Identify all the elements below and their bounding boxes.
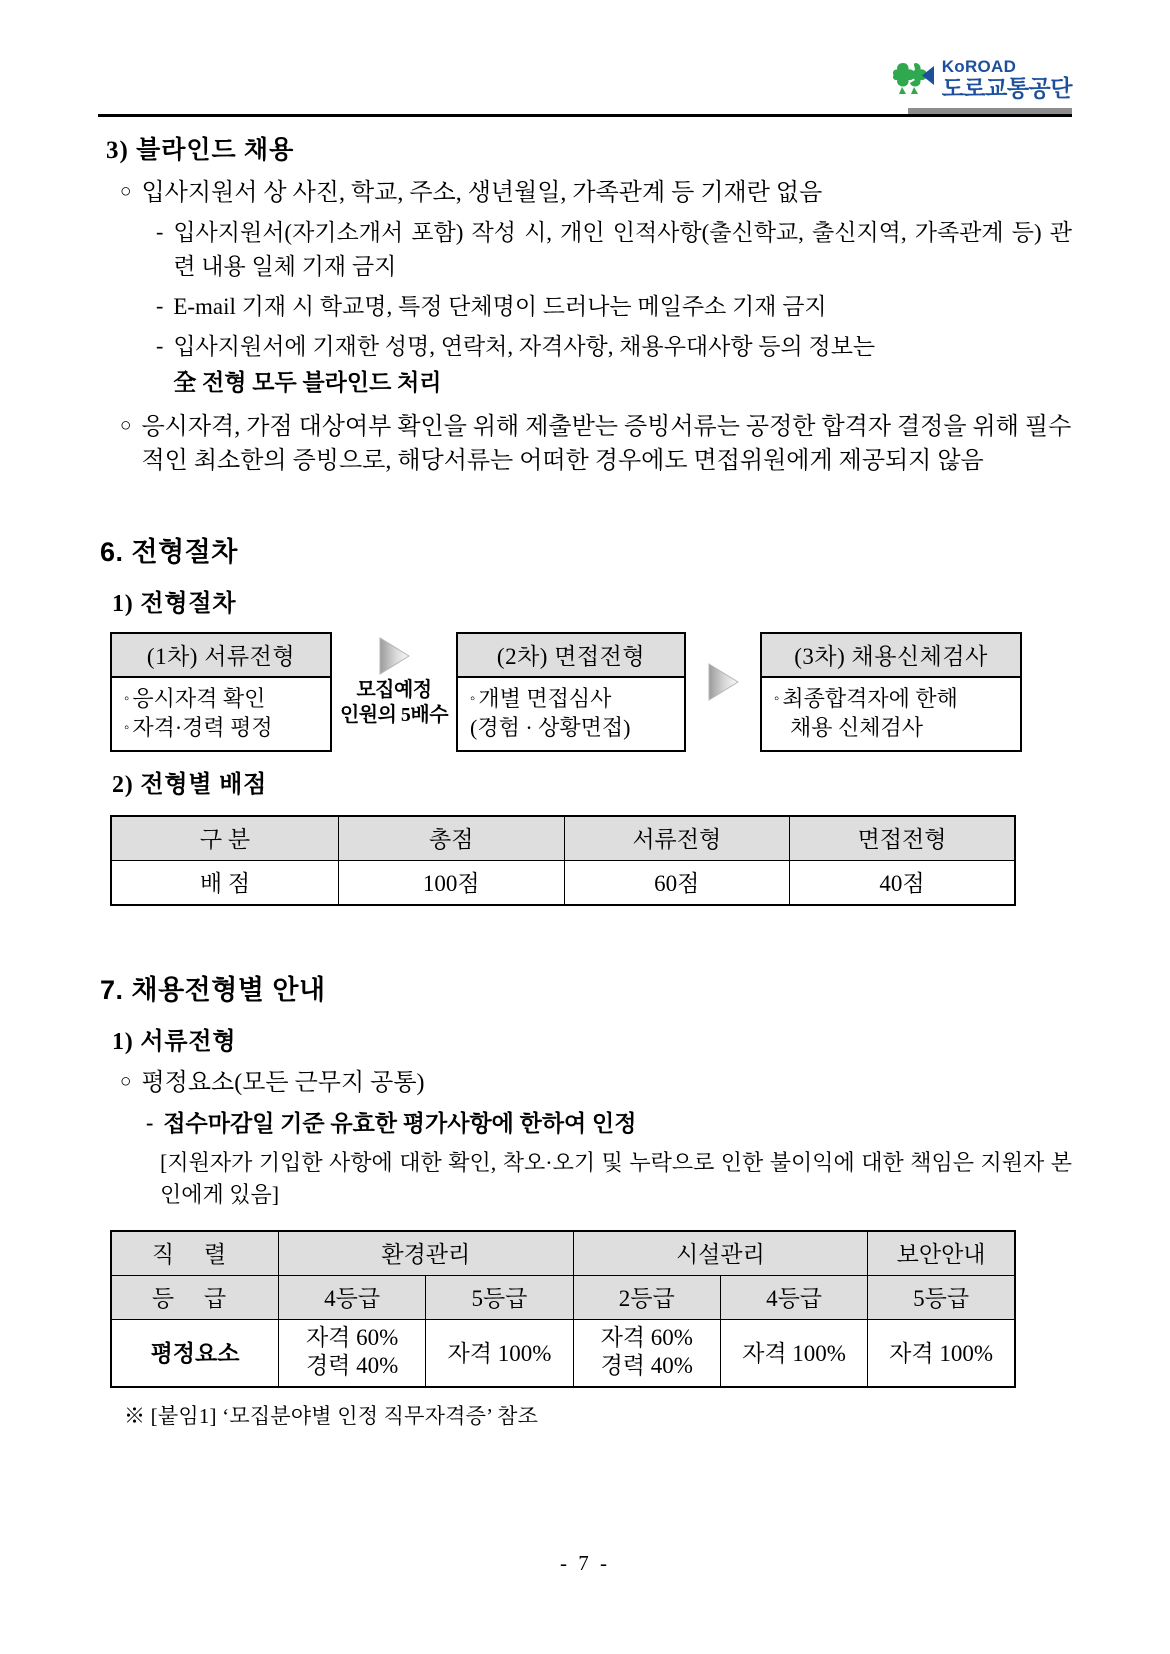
flow-step-3-line-2 (774, 713, 1008, 742)
clover-logo-icon (893, 60, 935, 98)
evaluation-table-job-0: 환경관리 (279, 1231, 574, 1276)
selection-process-flow (110, 632, 1072, 752)
flow-step-3-line-1 (774, 684, 1008, 713)
section-6-sub-1-heading: 1) 전형절차 (112, 591, 237, 618)
flow-step-1-line-2 (124, 713, 318, 742)
small-circle-icon: ◦ (124, 691, 130, 708)
small-circle-icon: ◦ (124, 720, 130, 737)
blind-sub-1-text: 입사지원서(자기소개서 포함) 작성 시, 개인 인적사항(출신학교, 출신지역, 가족관계 등) 관련 내용 일체 기재 금지 (173, 220, 1072, 280)
evaluation-table-criteria-0 (279, 1319, 426, 1387)
evaluation-table-criteria-0-line-1: 자격 60% (305, 1324, 399, 1350)
logo-text-ko: 도로교통공단 (941, 75, 1072, 101)
evaluation-table-criteria-2-line-2: 경력 40% (600, 1352, 693, 1378)
small-circle-icon: ◦ (470, 691, 476, 708)
flow-step-1-line-2-text: 자격·경력 평정 (132, 715, 273, 741)
circle-marker-icon: ○ (120, 1071, 132, 1093)
evaluation-table-job-2: 보안안내 (868, 1231, 1015, 1276)
blind-item-1 (120, 176, 1072, 210)
flow-step-2-line-2-text: (경험 · 상황면접) (470, 715, 631, 741)
flow-connector-2 (686, 632, 760, 752)
evaluation-table-criteria-2-line-1: 자격 60% (600, 1324, 693, 1350)
blind-sub-3-text (173, 330, 875, 400)
score-table-cell-0-2: 60점 (564, 861, 790, 906)
blind-sub-3-main: 입사지원서에 기재한 성명, 연락처, 자격사항, 채용우대사항 등의 정보는 (173, 334, 876, 360)
page-number: - 7 - (560, 1551, 610, 1575)
section-6-heading: 6. 전형절차 (100, 537, 238, 568)
evaluation-table-grade-0: 4등급 (279, 1275, 426, 1319)
score-table-header-1: 총점 (339, 816, 565, 861)
flow-step-2-line-1 (470, 684, 672, 713)
dash-marker-icon: - (156, 219, 164, 245)
blind-item-2-text: 응시자격, 가점 대상여부 확인을 위해 제출받는 증빙서류는 공정한 합격자 결정을 위해 필수적인 최소한의 증빙으로, 해당서류는 어떠한 경우에도 면접위원에게 제공되지 않음 (141, 414, 1072, 475)
evaluation-table-job-label: 직 렬 (111, 1231, 279, 1276)
evaluation-table-criteria-2 (573, 1319, 720, 1387)
flow-step-1-line-1-text: 응시자격 확인 (132, 686, 266, 712)
flow-step-1 (110, 632, 332, 752)
blind-sub-3 (156, 330, 1072, 400)
evaluation-table-criteria-3: 자격 100% (720, 1319, 867, 1387)
evaluation-table-grade-label: 등 급 (111, 1275, 279, 1319)
score-table-cell-0-3: 40점 (790, 861, 1016, 906)
blind-sub-1 (156, 216, 1072, 284)
evaluation-table-grade-1: 5등급 (426, 1275, 573, 1319)
flow-step-2-title: (2차) 면접전형 (458, 634, 684, 678)
evaluation-table-row-grade (111, 1275, 1015, 1319)
score-table-cell-0-1: 100점 (339, 861, 565, 906)
section-7-item-1 (120, 1066, 1072, 1100)
flow-step-3-line-1-text: 최종합격자에 한해 (782, 686, 958, 712)
section-7-item-1-text: 평정요소(모든 근무지 공통) (141, 1070, 425, 1097)
section-7-item-1-emphasis-text: 접수마감일 기준 유효한 평가사항에 한하여 인정 (163, 1110, 637, 1136)
evaluation-table-criteria-4: 자격 100% (868, 1319, 1015, 1387)
section-7-item-1-note (160, 1147, 1072, 1212)
section-6-sub-2-heading: 2) 전형별 배점 (112, 772, 268, 799)
score-table-row (111, 861, 1015, 906)
evaluation-table-criteria-1: 자격 100% (426, 1319, 573, 1387)
evaluation-table-row-criteria (111, 1319, 1015, 1387)
flow-step-3-body (762, 678, 1020, 750)
flow-step-2-line-1-text: 개별 면접심사 (478, 686, 612, 712)
evaluation-table-row-job (111, 1231, 1015, 1276)
section-7-sub-1-heading: 1) 서류전형 (112, 1029, 237, 1056)
dash-marker-icon: - (156, 333, 164, 359)
evaluation-table-criteria-label: 평정요소 (111, 1319, 279, 1387)
blind-sub-3-emphasis: 全 전형 모두 블라인드 처리 (173, 370, 442, 396)
flow-step-1-title: (1차) 서류전형 (112, 634, 330, 678)
flow-connector-1-label (340, 678, 448, 728)
section-7-item-1-note-text: [지원자가 기입한 사항에 대한 확인, 착오·오기 및 누락으로 인한 불이익에 대한 책임은 지원자 본인에게 있음] (160, 1149, 1072, 1208)
document-body (98, 124, 1072, 1430)
section-7-footnote: ※ [붙임1] ‘모집분야별 인정 직무자격증’ 참조 (124, 1403, 539, 1428)
flow-step-2 (456, 632, 686, 752)
score-table-header-3: 면접전형 (790, 816, 1016, 861)
flow-step-1-line-1 (124, 684, 318, 713)
flow-step-3 (760, 632, 1022, 752)
flow-connector-1 (332, 632, 456, 752)
score-table-cell-0-0: 배 점 (111, 861, 339, 906)
blind-sub-2 (156, 290, 1072, 324)
score-table-header-2: 서류전형 (564, 816, 790, 861)
score-table-header-row (111, 816, 1015, 861)
blind-item-2 (120, 410, 1072, 478)
koroad-logo (893, 58, 1072, 100)
header-divider (98, 114, 1072, 117)
blind-sub-2-text: E-mail 기재 시 학교명, 특정 단체명이 드러나는 메일주소 기재 금지 (173, 294, 827, 320)
score-table (110, 815, 1016, 906)
flow-step-1-body (112, 678, 330, 750)
logo-wordmark (942, 58, 1072, 100)
dash-marker-icon: - (156, 293, 164, 319)
circle-marker-icon: ○ (120, 415, 132, 437)
blind-heading: 3) 블라인드 채용 (106, 137, 295, 164)
section-7-item-1-emphasis (146, 1107, 1072, 1141)
arrow-right-icon (705, 662, 741, 702)
flow-step-2-line-2 (470, 713, 672, 742)
flow-step-2-body (458, 678, 684, 750)
flow-connector-1-line-1: 모집예정 (356, 679, 432, 702)
section-7-heading: 7. 채용전형별 안내 (100, 975, 326, 1006)
logo-text-en: KoROAD (941, 57, 1017, 76)
flow-connector-1-line-2: 인원의 5배수 (339, 704, 449, 727)
evaluation-table-grade-4: 5등급 (868, 1275, 1015, 1319)
score-table-header-0: 구 분 (111, 816, 339, 861)
circle-marker-icon: ○ (120, 181, 132, 202)
flow-step-3-title: (3차) 채용신체검사 (762, 634, 1020, 678)
evaluation-table (110, 1230, 1016, 1388)
evaluation-table-job-1: 시설관리 (573, 1231, 868, 1276)
evaluation-table-criteria-0-line-2: 경력 40% (305, 1352, 399, 1378)
evaluation-table-grade-2: 2등급 (573, 1275, 720, 1319)
evaluation-table-grade-3: 4등급 (720, 1275, 867, 1319)
blind-item-1-text: 입사지원서 상 사진, 학교, 주소, 생년월일, 가족관계 등 기재란 없음 (141, 180, 823, 206)
arrow-right-icon (376, 636, 412, 676)
dash-marker-icon: - (146, 1109, 154, 1135)
flow-step-3-line-2-text: 채용 신체검사 (790, 715, 924, 741)
small-circle-icon: ◦ (774, 691, 780, 708)
